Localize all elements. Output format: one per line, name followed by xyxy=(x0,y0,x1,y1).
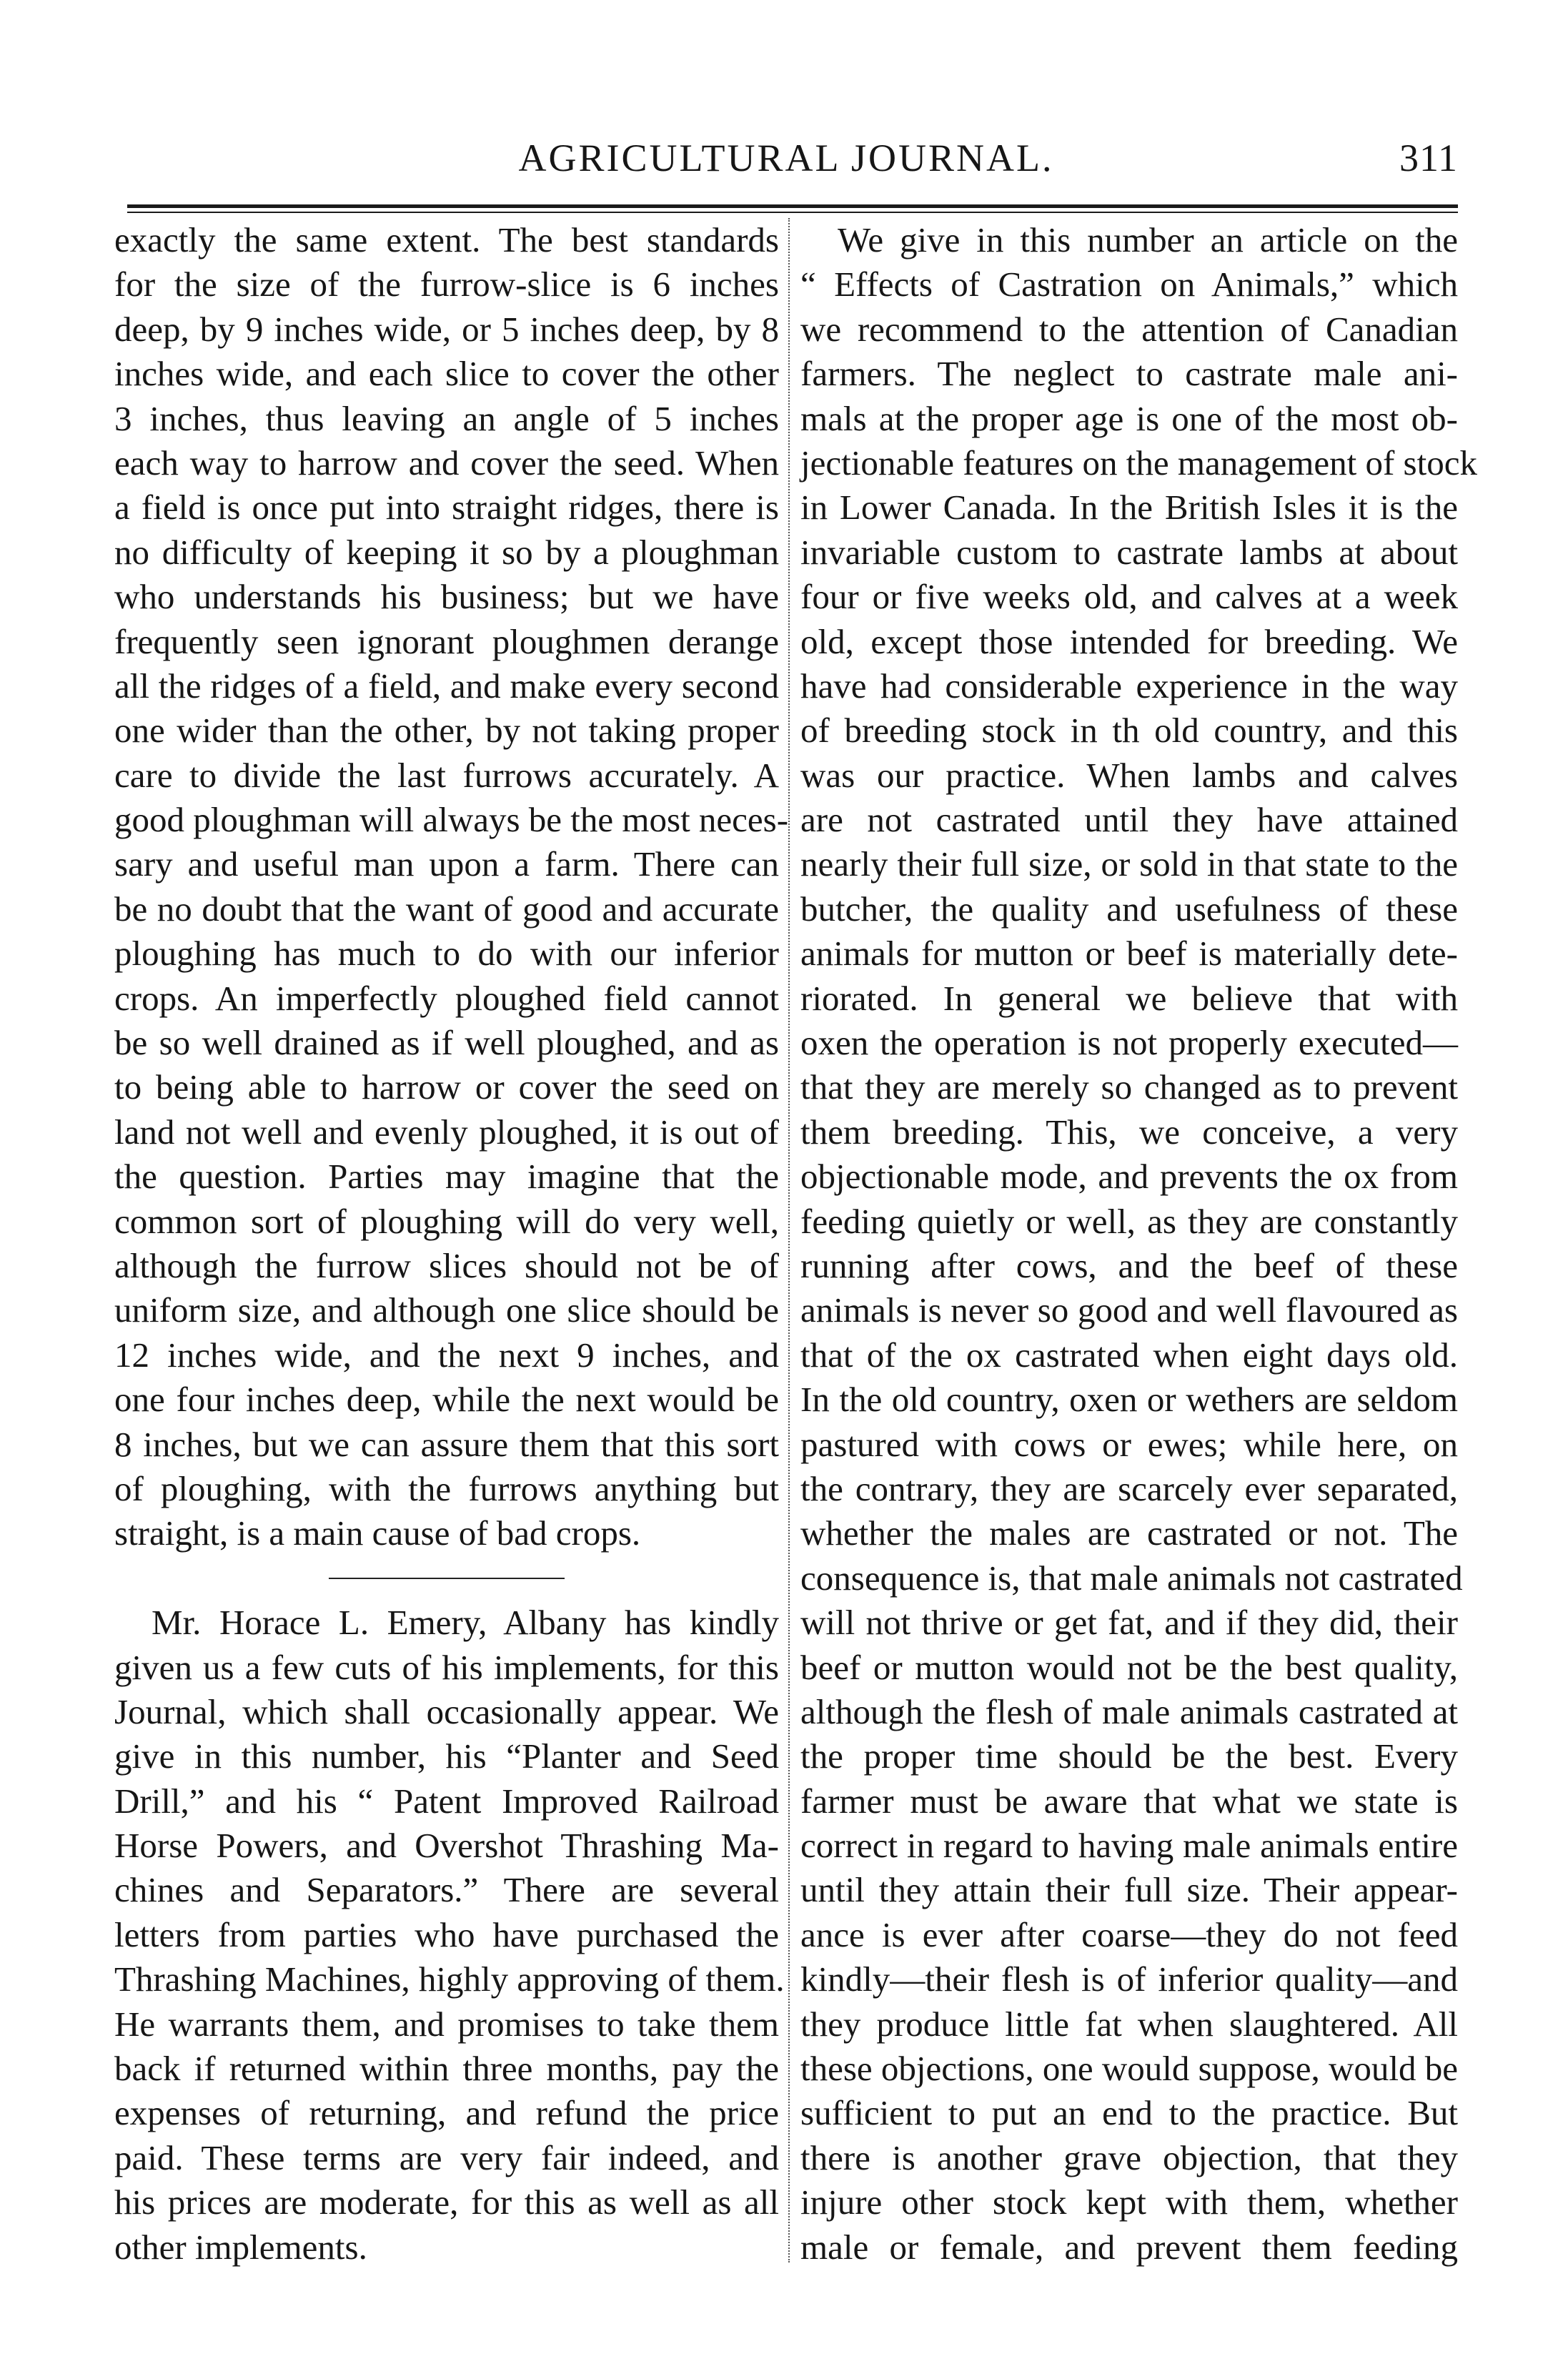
text-line: frequently seen ignorant ploughmen derange xyxy=(114,621,779,661)
text-line: although the flesh of male animals castrated at xyxy=(800,1691,1458,1731)
column-divider xyxy=(788,218,790,2262)
text-line: one wider than the other, by not taking proper xyxy=(114,711,779,751)
text-line: inches wide, and each slice to cover the other xyxy=(114,354,779,394)
text-line: injure other stock kept with them, whether xyxy=(800,2182,1458,2222)
text-line: ance is ever after coarse—they do not feed xyxy=(800,1914,1458,1954)
text-line: care to divide the last furrows accurately. A xyxy=(114,755,779,795)
text-line: expenses of returning, and refund the price xyxy=(114,2093,779,2133)
text-line: one four inches deep, while the next would be xyxy=(114,1380,779,1420)
text-line: farmer must be aware that what we state is xyxy=(800,1781,1458,1821)
text-line: straight, is a main cause of bad crops. xyxy=(114,1513,641,1553)
text-line: of ploughing, with the furrows anything but xyxy=(114,1468,779,1508)
header-rule-thick xyxy=(127,204,1458,208)
text-line: back if returned within three months, pay the xyxy=(114,2049,779,2089)
section-separator xyxy=(114,1556,779,1601)
text-line: farmers. The neglect to castrate male ani- xyxy=(800,354,1458,394)
text-line: give in this number, his “Planter and Seed xyxy=(114,1736,779,1776)
text-line: good ploughman will always be the most neces- xyxy=(114,800,789,840)
text-line: a field is once put into straight ridges, there is xyxy=(114,488,779,528)
text-line: uniform size, and although one slice should be xyxy=(114,1290,779,1330)
text-line: chines and Separators.” There are several xyxy=(114,1870,779,1910)
text-line: that of the ox castrated when eight days old. xyxy=(800,1335,1458,1375)
left-column xyxy=(114,218,789,2270)
text-line: beef or mutton would not be the best quality, xyxy=(800,1647,1458,1687)
text-line: We give in this number an article on the xyxy=(838,220,1458,259)
text-line: of breeding stock in th old country, and this xyxy=(800,711,1458,751)
text-line: will not thrive or get fat, and if they did, their xyxy=(800,1603,1458,1643)
text-line: the proper time should be the best. Every xyxy=(800,1736,1458,1776)
text-line: sary and useful man upon a farm. There can xyxy=(114,844,779,884)
text-line: the question. Parties may imagine that the xyxy=(114,1157,779,1197)
page-header xyxy=(114,122,1458,200)
text-line: for the size of the furrow-slice is 6 inches xyxy=(114,264,779,305)
text-line: riorated. In general we believe that with xyxy=(800,978,1458,1018)
text-line: invariable custom to castrate lambs at about xyxy=(800,532,1458,572)
text-line: Thrashing Machines, highly approving of them. xyxy=(114,1959,785,1999)
text-line: correct in regard to having male animals entire xyxy=(800,1826,1458,1866)
text-line: to being able to harrow or cover the seed on xyxy=(114,1067,779,1107)
text-line: butcher, the quality and usefulness of these xyxy=(800,889,1458,929)
header-rule-thin xyxy=(127,212,1458,213)
text-line: until they attain their full size. Their appear- xyxy=(800,1870,1458,1910)
text-line: In the old country, oxen or wethers are seldom xyxy=(800,1380,1458,1420)
text-line: whether the males are castrated or not. The xyxy=(800,1513,1458,1553)
text-line: letters from parties who have purchased the xyxy=(114,1914,779,1954)
text-line: 8 inches, but we can assure them that this sort xyxy=(114,1424,779,1464)
text-line: common sort of ploughing will do very well, xyxy=(114,1201,779,1241)
text-line: consequence is, that male animals not castrated xyxy=(800,1558,1463,1598)
text-line: He warrants them, and promises to take them xyxy=(114,2004,779,2044)
text-line: crops. An imperfectly ploughed field cannot xyxy=(114,978,779,1018)
text-line: be no doubt that the want of good and accurate xyxy=(114,889,779,929)
text-line: be so well drained as if well ploughed, and as xyxy=(114,1023,779,1063)
text-line: the contrary, they are scarcely ever separated, xyxy=(800,1468,1458,1508)
text-line: although the furrow slices should not be of xyxy=(114,1245,779,1285)
text-line: 3 inches, thus leaving an angle of 5 inches xyxy=(114,398,779,438)
text-line: deep, by 9 inches wide, or 5 inches deep, by 8 xyxy=(114,309,779,349)
running-title: AGRICULTURAL JOURNAL. xyxy=(518,137,1054,179)
text-line: male or female, and prevent them feeding xyxy=(800,2227,1458,2267)
text-line: exactly the same extent. The best standards xyxy=(114,220,779,259)
text-line: pastured with cows or ewes; while here, on xyxy=(800,1424,1458,1464)
emery-paragraph xyxy=(114,1601,785,2270)
text-line: oxen the operation is not properly executed— xyxy=(800,1023,1458,1063)
castration-paragraph xyxy=(800,218,1477,2270)
text-line: have had considerable experience in the way xyxy=(800,666,1458,706)
text-line: these objections, one would suppose, would be xyxy=(800,2049,1458,2089)
text-line: feeding quietly or well, as they are constantly xyxy=(800,1201,1458,1241)
text-line: “ Effects of Castration on Animals,” which xyxy=(800,264,1458,305)
text-line: jectionable features on the management of stock xyxy=(800,442,1477,483)
text-line: animals is never so good and well flavoured as xyxy=(800,1290,1458,1330)
text-line: Horse Powers, and Overshot Thrashing Ma- xyxy=(114,1826,779,1866)
text-line: are not castrated until they have attained xyxy=(800,800,1458,840)
text-line: in Lower Canada. In the British Isles it is the xyxy=(800,488,1458,528)
text-line: objectionable mode, and prevents the ox from xyxy=(800,1157,1458,1197)
text-line: 12 inches wide, and the next 9 inches, and xyxy=(114,1335,779,1375)
text-line: nearly their full size, or sold in that state to the xyxy=(800,844,1458,884)
text-line: Journal, which shall occasionally appear. We xyxy=(114,1691,779,1731)
ploughing-paragraph xyxy=(114,218,789,1556)
text-line: we recommend to the attention of Canadian xyxy=(800,309,1458,349)
right-column xyxy=(800,218,1477,2270)
text-line: Drill,” and his “ Patent Improved Railroad xyxy=(114,1781,779,1821)
text-line: land not well and evenly ploughed, it is out of xyxy=(114,1112,779,1152)
page-number: 311 xyxy=(1399,137,1458,179)
text-line: other implements. xyxy=(114,2227,367,2267)
text-line: kindly—their flesh is of inferior quality—and xyxy=(800,1959,1458,1999)
text-line: old, except those intended for breeding. We xyxy=(800,621,1458,661)
text-line: sufficient to put an end to the practice. But xyxy=(800,2093,1458,2133)
text-line: four or five weeks old, and calves at a week xyxy=(800,577,1458,617)
text-line: Mr. Horace L. Emery, Albany has kindly xyxy=(152,1603,779,1643)
text-line: mals at the proper age is one of the most ob- xyxy=(800,398,1458,438)
text-line: running after cows, and the beef of these xyxy=(800,1245,1458,1285)
text-line: ploughing has much to do with our inferior xyxy=(114,934,779,974)
text-line: they produce little fat when slaughtered. All xyxy=(800,2004,1458,2044)
text-line: who understands his business; but we have xyxy=(114,577,779,617)
text-line: all the ridges of a field, and make every second xyxy=(114,666,779,706)
text-line: his prices are moderate, for this as well as all xyxy=(114,2182,779,2222)
text-line: there is another grave objection, that they xyxy=(800,2137,1458,2177)
text-line: paid. These terms are very fair indeed, and xyxy=(114,2137,779,2177)
text-line: them breeding. This, we conceive, a very xyxy=(800,1112,1458,1152)
text-line: no difficulty of keeping it so by a ploughman xyxy=(114,532,779,572)
text-line: given us a few cuts of his implements, for this xyxy=(114,1647,779,1687)
text-line: that they are merely so changed as to prevent xyxy=(800,1067,1458,1107)
text-line: animals for mutton or beef is materially dete- xyxy=(800,934,1458,974)
text-line: each way to harrow and cover the seed. When xyxy=(114,442,779,483)
text-line: was our practice. When lambs and calves xyxy=(800,755,1458,795)
